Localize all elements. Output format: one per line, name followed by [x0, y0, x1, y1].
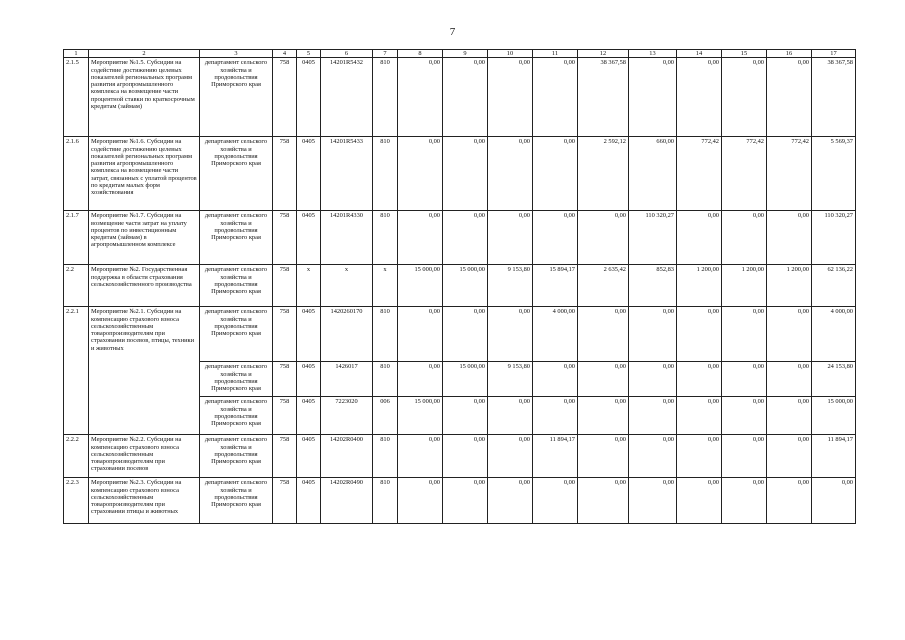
year-value: 0,00: [677, 307, 722, 362]
responsible-department: департамент сельского хозяйства и продовольствия Приморского края: [200, 58, 273, 137]
year-value: 0,00: [398, 478, 443, 524]
year-value: 110 320,27: [629, 211, 677, 265]
year-value: 0,00: [767, 397, 812, 435]
year-value: 0,00: [767, 58, 812, 137]
section-code: x: [297, 265, 321, 307]
section-code: 0405: [297, 362, 321, 397]
section-code: 0405: [297, 211, 321, 265]
table-row: [64, 478, 856, 524]
row-total: 4 000,00: [812, 307, 856, 362]
target-article-code: 7223020: [321, 397, 373, 435]
year-value: 0,00: [578, 307, 629, 362]
year-value: 0,00: [578, 362, 629, 397]
column-header: 10: [488, 50, 533, 58]
table-row: [64, 137, 856, 211]
year-value: 772,42: [767, 137, 812, 211]
row-description: Мероприятие №1.6. Субсидии на содействие достижению целевых показателей региональных программ развития агропромышленного комплекса на возмещение части затрат, связанных с уплатой процентов по кредитам малых форм хозяйствования: [89, 137, 200, 211]
expense-type-code: 810: [373, 211, 398, 265]
year-value: 0,00: [488, 137, 533, 211]
year-value: 0,00: [629, 307, 677, 362]
year-value: 0,00: [629, 478, 677, 524]
column-header: 12: [578, 50, 629, 58]
year-value: 0,00: [398, 435, 443, 478]
row-code: 2.1.6: [64, 137, 89, 211]
year-value: 0,00: [629, 397, 677, 435]
responsible-department: департамент сельского хозяйства и продовольствия Приморского края: [200, 397, 273, 435]
year-value: 772,42: [722, 137, 767, 211]
year-value: 0,00: [677, 58, 722, 137]
year-value: 0,00: [533, 478, 578, 524]
column-header: 17: [812, 50, 856, 58]
column-header: 8: [398, 50, 443, 58]
year-value: 0,00: [533, 362, 578, 397]
year-value: 0,00: [398, 58, 443, 137]
year-value: 0,00: [533, 211, 578, 265]
year-value: 15 894,17: [533, 265, 578, 307]
year-value: 0,00: [629, 435, 677, 478]
year-value: 1 200,00: [722, 265, 767, 307]
column-header: 13: [629, 50, 677, 58]
year-value: 0,00: [722, 58, 767, 137]
year-value: 0,00: [443, 58, 488, 137]
row-total: 0,00: [812, 478, 856, 524]
year-value: 772,42: [677, 137, 722, 211]
column-header: 7: [373, 50, 398, 58]
year-value: 15 000,00: [443, 265, 488, 307]
row-description: Мероприятие №1.5. Субсидии на содействие достижению целевых показателей региональных программ развития агропромышленного комплекса на возмещение части процентной ставки по краткосрочным кредитам (займам): [89, 58, 200, 137]
responsible-department: департамент сельского хозяйства и продовольствия Приморского края: [200, 362, 273, 397]
target-article-code: 1426017: [321, 362, 373, 397]
year-value: 0,00: [677, 478, 722, 524]
expense-type-code: 810: [373, 435, 398, 478]
row-description: Мероприятие №2.2. Субсидии на компенсацию страхового взноса сельскохозяйственным товаропроизводителям при страховании посевов: [89, 435, 200, 478]
year-value: 660,00: [629, 137, 677, 211]
row-description: Мероприятие №2.1. Субсидии на компенсацию страхового взноса сельскохозяйственным товаропроизводителям при страховании посевов, птицы, техники и животных: [89, 307, 200, 435]
column-header: 15: [722, 50, 767, 58]
row-total: 11 894,17: [812, 435, 856, 478]
expense-type-code: 810: [373, 307, 398, 362]
column-header: 2: [89, 50, 200, 58]
column-header: 3: [200, 50, 273, 58]
year-value: 0,00: [578, 435, 629, 478]
target-article-code: x: [321, 265, 373, 307]
year-value: 0,00: [722, 435, 767, 478]
year-value: 0,00: [767, 362, 812, 397]
row-description: Мероприятие №1.7. Субсидии на возмещение части затрат на уплату процентов по инвестиционным кредитам (займам) в агропромышленном комплексе: [89, 211, 200, 265]
year-value: 9 153,80: [488, 265, 533, 307]
expense-type-code: 006: [373, 397, 398, 435]
header-row: [64, 50, 856, 58]
year-value: 0,00: [398, 307, 443, 362]
year-value: 0,00: [722, 397, 767, 435]
year-value: 0,00: [722, 307, 767, 362]
year-value: 0,00: [488, 435, 533, 478]
row-code: 2.2.1: [64, 307, 89, 435]
year-value: 0,00: [722, 211, 767, 265]
page-number: 7: [449, 26, 456, 38]
year-value: 0,00: [722, 478, 767, 524]
column-header: 5: [297, 50, 321, 58]
grbs-code: 758: [273, 137, 297, 211]
year-value: 0,00: [488, 478, 533, 524]
column-header: 6: [321, 50, 373, 58]
year-value: 2 592,12: [578, 137, 629, 211]
year-value: 0,00: [398, 362, 443, 397]
table-row: [64, 307, 856, 362]
target-article-code: 14202R0400: [321, 435, 373, 478]
table-row: [64, 58, 856, 137]
column-header: 4: [273, 50, 297, 58]
row-total: 5 569,37: [812, 137, 856, 211]
expense-type-code: 810: [373, 58, 398, 137]
year-value: 15 000,00: [443, 362, 488, 397]
year-value: 0,00: [767, 478, 812, 524]
year-value: 0,00: [677, 397, 722, 435]
section-code: 0405: [297, 307, 321, 362]
year-value: 15 000,00: [398, 397, 443, 435]
year-value: 0,00: [488, 211, 533, 265]
target-article-code: 1420260170: [321, 307, 373, 362]
year-value: 0,00: [677, 362, 722, 397]
responsible-department: департамент сельского хозяйства и продовольствия Приморского края: [200, 435, 273, 478]
year-value: 0,00: [443, 435, 488, 478]
grbs-code: 758: [273, 58, 297, 137]
column-header: 1: [64, 50, 89, 58]
year-value: 0,00: [443, 478, 488, 524]
year-value: 0,00: [533, 397, 578, 435]
target-article-code: 14202R0490: [321, 478, 373, 524]
year-value: 0,00: [629, 58, 677, 137]
row-total: 110 320,27: [812, 211, 856, 265]
row-code: 2.2.3: [64, 478, 89, 524]
year-value: 0,00: [443, 137, 488, 211]
year-value: 0,00: [629, 362, 677, 397]
year-value: 0,00: [443, 211, 488, 265]
table-row: [64, 211, 856, 265]
responsible-department: департамент сельского хозяйства и продовольствия Приморского края: [200, 307, 273, 362]
year-value: 0,00: [767, 435, 812, 478]
year-value: 38 367,58: [578, 58, 629, 137]
grbs-code: 758: [273, 265, 297, 307]
year-value: 0,00: [578, 397, 629, 435]
section-code: 0405: [297, 58, 321, 137]
year-value: 0,00: [578, 211, 629, 265]
year-value: 0,00: [398, 137, 443, 211]
year-value: 15 000,00: [398, 265, 443, 307]
column-header: 11: [533, 50, 578, 58]
column-header: 14: [677, 50, 722, 58]
year-value: 9 153,80: [488, 362, 533, 397]
year-value: 0,00: [578, 478, 629, 524]
expense-type-code: 810: [373, 362, 398, 397]
grbs-code: 758: [273, 211, 297, 265]
table-row: [64, 265, 856, 307]
row-total: 15 000,00: [812, 397, 856, 435]
year-value: 852,83: [629, 265, 677, 307]
expense-type-code: 810: [373, 478, 398, 524]
row-description: Мероприятие №2. Государственная поддержка в области страхования сельскохозяйственного производства: [89, 265, 200, 307]
target-article-code: 14201R4330: [321, 211, 373, 265]
column-header: 9: [443, 50, 488, 58]
year-value: 0,00: [398, 211, 443, 265]
year-value: 0,00: [443, 397, 488, 435]
year-value: 1 200,00: [767, 265, 812, 307]
grbs-code: 758: [273, 397, 297, 435]
year-value: 0,00: [533, 58, 578, 137]
section-code: 0405: [297, 137, 321, 211]
year-value: 0,00: [533, 137, 578, 211]
year-value: 0,00: [677, 211, 722, 265]
row-code: 2.1.7: [64, 211, 89, 265]
row-total: 24 153,80: [812, 362, 856, 397]
year-value: 0,00: [488, 307, 533, 362]
section-code: 0405: [297, 478, 321, 524]
year-value: 0,00: [488, 397, 533, 435]
year-value: 0,00: [767, 307, 812, 362]
year-value: 0,00: [443, 307, 488, 362]
column-header: 16: [767, 50, 812, 58]
year-value: 0,00: [677, 435, 722, 478]
table-row: [64, 435, 856, 478]
year-value: 4 000,00: [533, 307, 578, 362]
row-code: 2.2.2: [64, 435, 89, 478]
year-value: 1 200,00: [677, 265, 722, 307]
row-code: 2.1.5: [64, 58, 89, 137]
grbs-code: 758: [273, 478, 297, 524]
expense-type-code: x: [373, 265, 398, 307]
target-article-code: 14201R5433: [321, 137, 373, 211]
year-value: 0,00: [722, 362, 767, 397]
row-description: Мероприятие №2.3. Субсидии на компенсацию страхового взноса сельскохозяйственным товаропроизводителям при страховании птицы и животных: [89, 478, 200, 524]
grbs-code: 758: [273, 307, 297, 362]
year-value: 0,00: [488, 58, 533, 137]
grbs-code: 758: [273, 362, 297, 397]
target-article-code: 14201R5432: [321, 58, 373, 137]
year-value: 2 635,42: [578, 265, 629, 307]
grbs-code: 758: [273, 435, 297, 478]
section-code: 0405: [297, 435, 321, 478]
row-total: 38 367,58: [812, 58, 856, 137]
responsible-department: департамент сельского хозяйства и продовольствия Приморского края: [200, 478, 273, 524]
section-code: 0405: [297, 397, 321, 435]
row-total: 62 136,22: [812, 265, 856, 307]
row-code: 2.2: [64, 265, 89, 307]
year-value: 11 894,17: [533, 435, 578, 478]
responsible-department: департамент сельского хозяйства и продовольствия Приморского края: [200, 137, 273, 211]
budget-table: [63, 49, 856, 524]
responsible-department: департамент сельского хозяйства и продовольствия Приморского края: [200, 265, 273, 307]
year-value: 0,00: [767, 211, 812, 265]
responsible-department: департамент сельского хозяйства и продовольствия Приморского края: [200, 211, 273, 265]
expense-type-code: 810: [373, 137, 398, 211]
